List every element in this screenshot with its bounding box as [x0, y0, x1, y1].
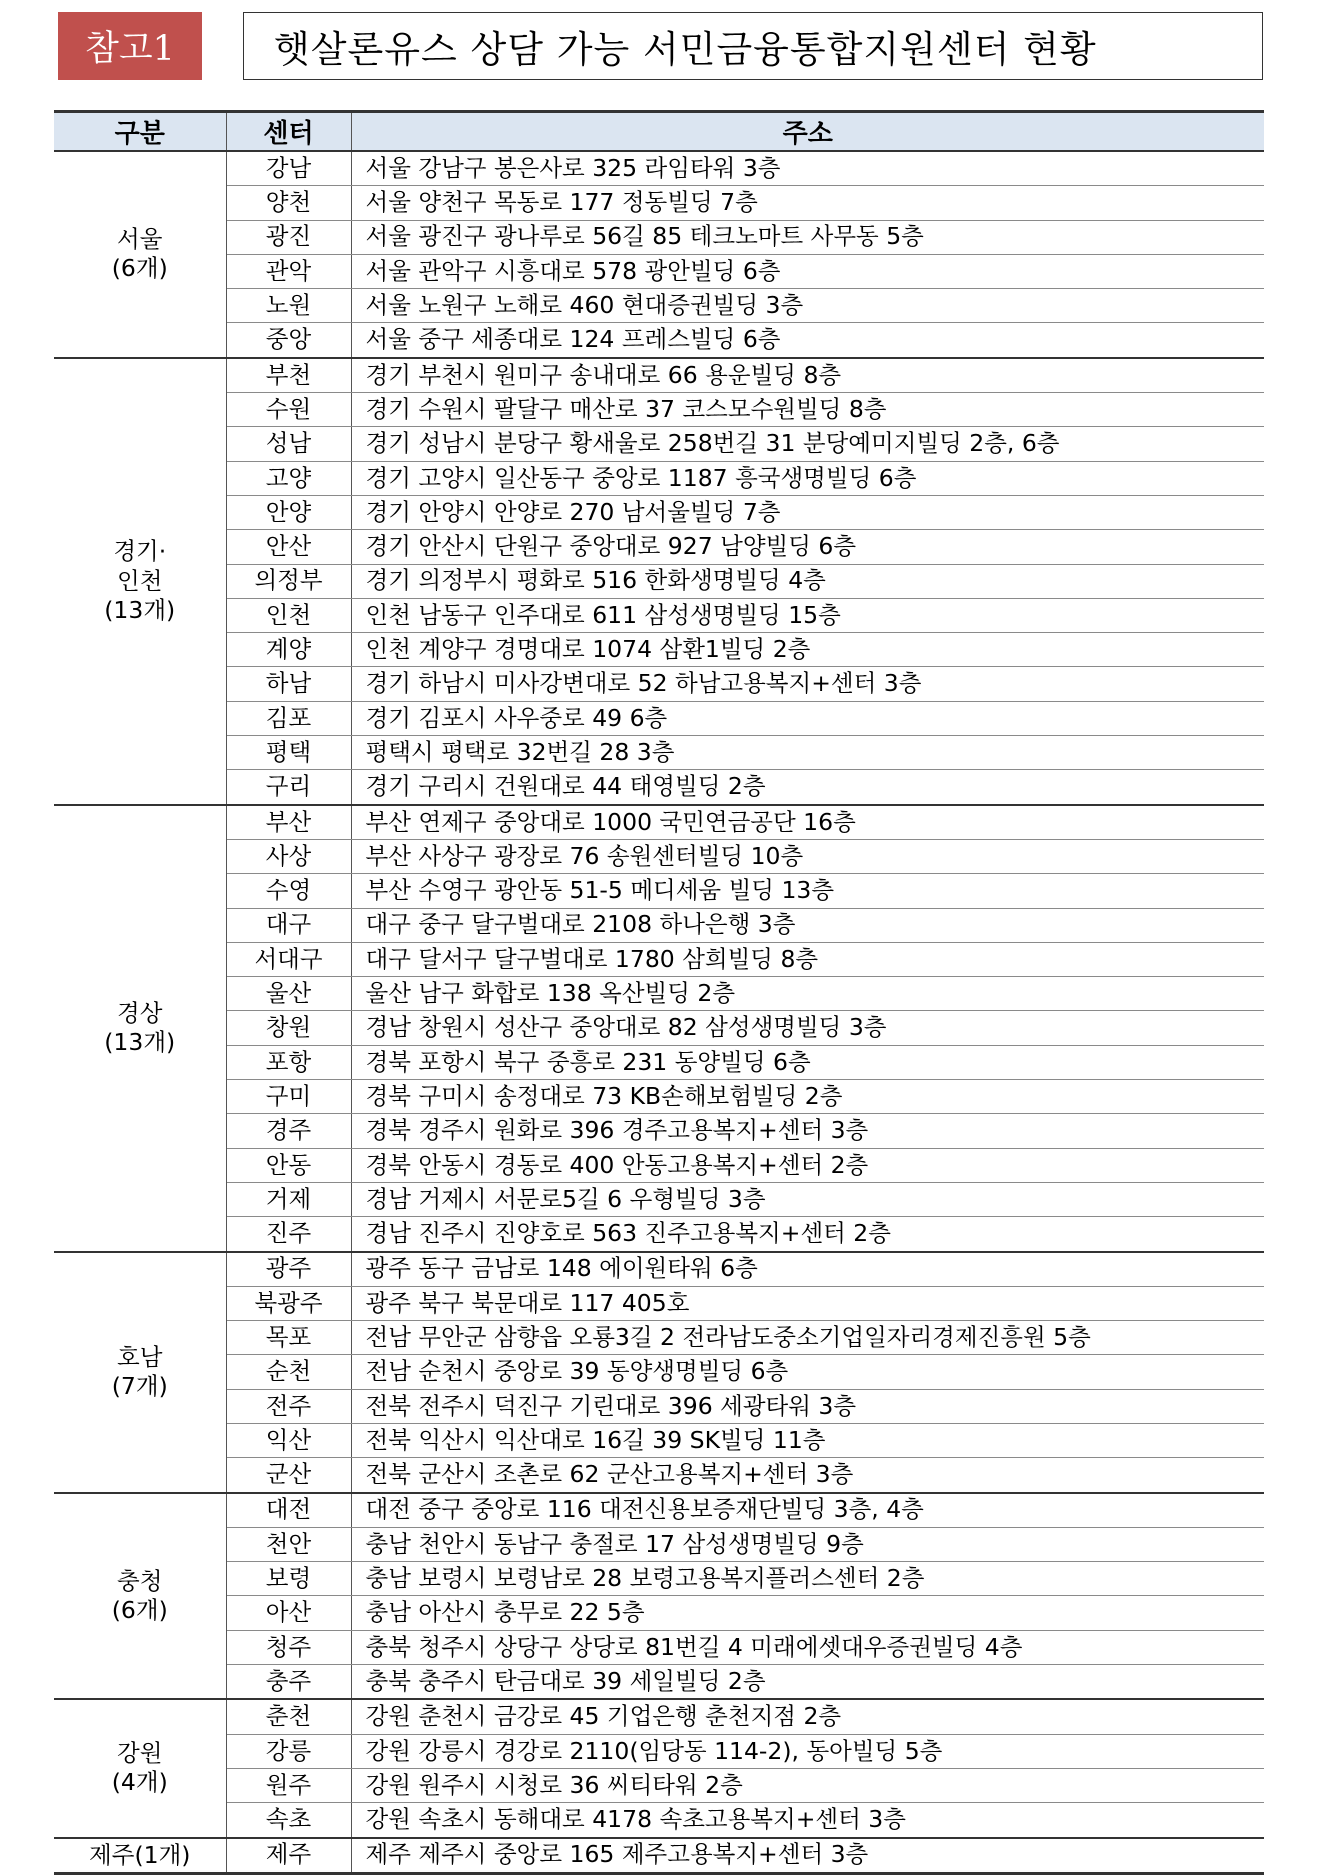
- table-row: [54, 323, 1264, 358]
- table-row: [54, 1182, 1264, 1216]
- center-name-cell: 대구: [226, 908, 351, 942]
- table-row: [54, 977, 1264, 1011]
- table-row: [54, 1630, 1264, 1664]
- center-name-cell: 원주: [226, 1768, 351, 1802]
- address-cell: 충남 아산시 충무로 22 5층: [351, 1596, 1264, 1630]
- address-cell: 서울 강남구 봉은사로 325 라임타워 3층: [351, 151, 1264, 186]
- address-cell: 대전 중구 중앙로 116 대전신용보증재단빌딩 3층, 4층: [351, 1493, 1264, 1528]
- page-title-text: 햇살론유스 상담 가능 서민금융통합지원센터 현황: [274, 28, 1097, 71]
- center-name-cell: 청주: [226, 1630, 351, 1664]
- center-name-cell: 광주: [226, 1252, 351, 1287]
- table-row: [54, 1734, 1264, 1768]
- address-cell: 경기 안산시 단원구 중앙대로 927 남양빌딩 6층: [351, 530, 1264, 564]
- table-row: [54, 942, 1264, 976]
- address-cell: 전남 무안군 삼향읍 오룡3길 2 전라남도중소기업일자리경제진흥원 5층: [351, 1321, 1264, 1355]
- address-cell: 울산 남구 화합로 138 옥산빌딩 2층: [351, 977, 1264, 1011]
- page-title: [243, 12, 1263, 80]
- table-row: [54, 1562, 1264, 1596]
- table-row: [54, 1217, 1264, 1252]
- center-name-cell: 안산: [226, 530, 351, 564]
- address-cell: 경기 수원시 팔달구 매산로 37 코스모수원빌딩 8층: [351, 393, 1264, 427]
- region-cell: 경기· 인천 (13개): [54, 358, 226, 805]
- table-row: [54, 598, 1264, 632]
- center-name-cell: 울산: [226, 977, 351, 1011]
- center-name-cell: 춘천: [226, 1699, 351, 1734]
- table-row: [54, 1596, 1264, 1630]
- table-row: [54, 1768, 1264, 1802]
- center-name-cell: 평택: [226, 736, 351, 770]
- table-row: [54, 1355, 1264, 1389]
- address-cell: 평택시 평택로 32번길 28 3층: [351, 736, 1264, 770]
- table-row: [54, 1458, 1264, 1493]
- region-cell: 서울 (6개): [54, 151, 226, 358]
- table-row: [54, 667, 1264, 701]
- center-name-cell: 창원: [226, 1011, 351, 1045]
- header-region: 구분: [54, 112, 226, 152]
- table-row: [54, 1080, 1264, 1114]
- table-row: [54, 151, 1264, 186]
- table-row: [54, 770, 1264, 805]
- center-name-cell: 부천: [226, 358, 351, 393]
- address-cell: 경북 안동시 경동로 400 안동고용복지+센터 2층: [351, 1148, 1264, 1182]
- table-row: [54, 1665, 1264, 1700]
- center-table: [54, 110, 1264, 1875]
- center-name-cell: 계양: [226, 633, 351, 667]
- table-row: [54, 461, 1264, 495]
- address-cell: 경기 부천시 원미구 송내대로 66 용운빌딩 8층: [351, 358, 1264, 393]
- center-name-cell: 북광주: [226, 1286, 351, 1320]
- table-row: [54, 358, 1264, 393]
- address-cell: 서울 광진구 광나루로 56길 85 테크노마트 사무동 5층: [351, 220, 1264, 254]
- table-row: [54, 1011, 1264, 1045]
- region-cell: 호남 (7개): [54, 1252, 226, 1493]
- table-row: [54, 908, 1264, 942]
- center-name-cell: 충주: [226, 1665, 351, 1700]
- address-cell: 광주 북구 북문대로 117 405호: [351, 1286, 1264, 1320]
- address-cell: 경북 경주시 원화로 396 경주고용복지+센터 3층: [351, 1114, 1264, 1148]
- table-row: [54, 1699, 1264, 1734]
- address-cell: 전남 순천시 중앙로 39 동양생명빌딩 6층: [351, 1355, 1264, 1389]
- center-name-cell: 노원: [226, 289, 351, 323]
- address-cell: 경기 안양시 안양로 270 남서울빌딩 7층: [351, 495, 1264, 529]
- address-cell: 인천 남동구 인주대로 611 삼성생명빌딩 15층: [351, 598, 1264, 632]
- table-row: [54, 564, 1264, 598]
- center-name-cell: 서대구: [226, 942, 351, 976]
- center-name-cell: 전주: [226, 1389, 351, 1423]
- table-row: [54, 874, 1264, 908]
- region-cell: 충청 (6개): [54, 1493, 226, 1700]
- address-cell: 경기 김포시 사우중로 49 6층: [351, 701, 1264, 735]
- table-row: [54, 186, 1264, 220]
- address-cell: 강원 속초시 동해대로 4178 속초고용복지+센터 3층: [351, 1803, 1264, 1838]
- center-name-cell: 사상: [226, 839, 351, 873]
- table-row: [54, 1286, 1264, 1320]
- center-name-cell: 의정부: [226, 564, 351, 598]
- region-cell: 강원 (4개): [54, 1699, 226, 1837]
- reference-badge: 참고1: [58, 12, 202, 80]
- center-name-cell: 대전: [226, 1493, 351, 1528]
- center-name-cell: 경주: [226, 1114, 351, 1148]
- table-row: [54, 1114, 1264, 1148]
- address-cell: 서울 중구 세종대로 124 프레스빌딩 6층: [351, 323, 1264, 358]
- table-row: [54, 1321, 1264, 1355]
- table-row: [54, 1493, 1264, 1528]
- address-cell: 충북 충주시 탄금대로 39 세일빌딩 2층: [351, 1665, 1264, 1700]
- center-name-cell: 보령: [226, 1562, 351, 1596]
- address-cell: 경남 진주시 진양호로 563 진주고용복지+센터 2층: [351, 1217, 1264, 1252]
- center-name-cell: 수원: [226, 393, 351, 427]
- center-name-cell: 강남: [226, 151, 351, 186]
- center-name-cell: 순천: [226, 1355, 351, 1389]
- table-row: [54, 289, 1264, 323]
- center-name-cell: 속초: [226, 1803, 351, 1838]
- region-cell: 경상 (13개): [54, 805, 226, 1252]
- center-name-cell: 목포: [226, 1321, 351, 1355]
- center-name-cell: 김포: [226, 701, 351, 735]
- address-cell: 강원 원주시 시청로 36 씨티타워 2층: [351, 1768, 1264, 1802]
- center-name-cell: 고양: [226, 461, 351, 495]
- center-name-cell: 인천: [226, 598, 351, 632]
- center-name-cell: 안양: [226, 495, 351, 529]
- address-cell: 부산 사상구 광장로 76 송원센터빌딩 10층: [351, 839, 1264, 873]
- center-name-cell: 강릉: [226, 1734, 351, 1768]
- center-name-cell: 관악: [226, 254, 351, 288]
- region-cell: 제주(1개): [54, 1838, 226, 1874]
- address-cell: 서울 관악구 시흥대로 578 광안빌딩 6층: [351, 254, 1264, 288]
- table-row: [54, 1838, 1264, 1874]
- center-name-cell: 양천: [226, 186, 351, 220]
- address-cell: 경기 고양시 일산동구 중앙로 1187 흥국생명빌딩 6층: [351, 461, 1264, 495]
- address-cell: 대구 달서구 달구벌대로 1780 삼희빌딩 8층: [351, 942, 1264, 976]
- address-cell: 경북 포항시 북구 중흥로 231 동양빌딩 6층: [351, 1045, 1264, 1079]
- header-center: 센터: [226, 112, 351, 152]
- center-name-cell: 부산: [226, 805, 351, 840]
- center-name-cell: 군산: [226, 1458, 351, 1493]
- address-cell: 충북 청주시 상당구 상당로 81번길 4 미래에셋대우증권빌딩 4층: [351, 1630, 1264, 1664]
- table-header-row: [54, 112, 1264, 152]
- address-cell: 경기 하남시 미사강변대로 52 하남고용복지+센터 3층: [351, 667, 1264, 701]
- table-row: [54, 220, 1264, 254]
- table-body: [54, 151, 1264, 1873]
- center-name-cell: 수영: [226, 874, 351, 908]
- header-address: 주소: [351, 112, 1264, 152]
- table-row: [54, 633, 1264, 667]
- table-row: [54, 1423, 1264, 1457]
- address-cell: 전북 익산시 익산대로 16길 39 SK빌딩 11층: [351, 1423, 1264, 1457]
- table-row: [54, 1045, 1264, 1079]
- table-row: [54, 1389, 1264, 1423]
- address-cell: 부산 수영구 광안동 51-5 메디세움 빌딩 13층: [351, 874, 1264, 908]
- center-name-cell: 아산: [226, 1596, 351, 1630]
- table-row: [54, 1527, 1264, 1561]
- address-cell: 경기 의정부시 평화로 516 한화생명빌딩 4층: [351, 564, 1264, 598]
- center-name-cell: 거제: [226, 1182, 351, 1216]
- center-name-cell: 익산: [226, 1423, 351, 1457]
- address-cell: 전북 전주시 덕진구 기린대로 396 세광타워 3층: [351, 1389, 1264, 1423]
- table-row: [54, 805, 1264, 840]
- table-row: [54, 254, 1264, 288]
- address-cell: 인천 계양구 경명대로 1074 삼환1빌딩 2층: [351, 633, 1264, 667]
- center-name-cell: 제주: [226, 1838, 351, 1874]
- center-name-cell: 포항: [226, 1045, 351, 1079]
- address-cell: 경남 창원시 성산구 중앙대로 82 삼성생명빌딩 3층: [351, 1011, 1264, 1045]
- address-cell: 서울 노원구 노해로 460 현대증권빌딩 3층: [351, 289, 1264, 323]
- center-name-cell: 구미: [226, 1080, 351, 1114]
- address-cell: 광주 동구 금남로 148 에이원타워 6층: [351, 1252, 1264, 1287]
- table-row: [54, 495, 1264, 529]
- table-row: [54, 839, 1264, 873]
- address-cell: 강원 춘천시 금강로 45 기업은행 춘천지점 2층: [351, 1699, 1264, 1734]
- table-row: [54, 736, 1264, 770]
- address-cell: 부산 연제구 중앙대로 1000 국민연금공단 16층: [351, 805, 1264, 840]
- address-cell: 서울 양천구 목동로 177 정동빌딩 7층: [351, 186, 1264, 220]
- address-cell: 대구 중구 달구벌대로 2108 하나은행 3층: [351, 908, 1264, 942]
- address-cell: 강원 강릉시 경강로 2110(임당동 114-2), 동아빌딩 5층: [351, 1734, 1264, 1768]
- table-row: [54, 701, 1264, 735]
- center-name-cell: 천안: [226, 1527, 351, 1561]
- table-row: [54, 393, 1264, 427]
- table-row: [54, 530, 1264, 564]
- address-cell: 경남 거제시 서문로5길 6 우형빌딩 3층: [351, 1182, 1264, 1216]
- center-name-cell: 광진: [226, 220, 351, 254]
- center-name-cell: 성남: [226, 427, 351, 461]
- address-cell: 경북 구미시 송정대로 73 KB손해보험빌딩 2층: [351, 1080, 1264, 1114]
- table-row: [54, 1252, 1264, 1287]
- table-row: [54, 1148, 1264, 1182]
- center-name-cell: 하남: [226, 667, 351, 701]
- address-cell: 전북 군산시 조촌로 62 군산고용복지+센터 3층: [351, 1458, 1264, 1493]
- center-name-cell: 구리: [226, 770, 351, 805]
- address-cell: 경기 구리시 건원대로 44 태영빌딩 2층: [351, 770, 1264, 805]
- table-row: [54, 427, 1264, 461]
- center-name-cell: 진주: [226, 1217, 351, 1252]
- address-cell: 제주 제주시 중앙로 165 제주고용복지+센터 3층: [351, 1838, 1264, 1874]
- address-cell: 경기 성남시 분당구 황새울로 258번길 31 분당예미지빌딩 2층, 6층: [351, 427, 1264, 461]
- center-name-cell: 중앙: [226, 323, 351, 358]
- center-name-cell: 안동: [226, 1148, 351, 1182]
- address-cell: 충남 보령시 보령남로 28 보령고용복지플러스센터 2층: [351, 1562, 1264, 1596]
- address-cell: 충남 천안시 동남구 충절로 17 삼성생명빌딩 9층: [351, 1527, 1264, 1561]
- table-row: [54, 1803, 1264, 1838]
